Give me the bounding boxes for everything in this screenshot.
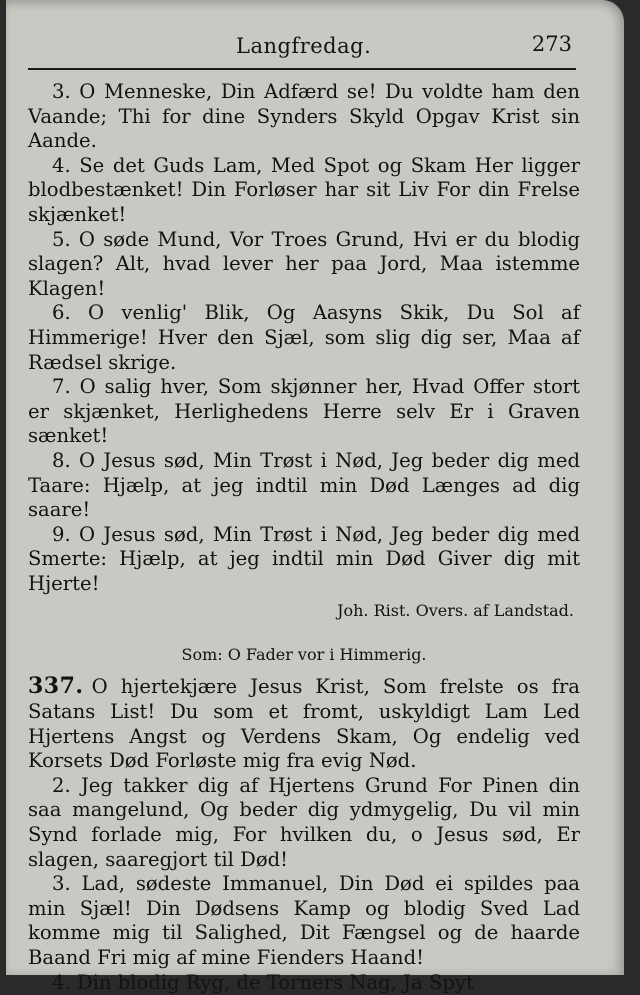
stanza-5: 5. O søde Mund, Vor Troes Grund, Hvi er du blodig slagen? Alt, hvad lever her paa Jord, Maa istemme Klagen! [28, 227, 580, 300]
page-text [28, 80, 580, 995]
hymn-attribution: Joh. Rist. Overs. af Landstad. [337, 601, 574, 621]
running-title: Langfredag. [236, 34, 372, 58]
hymn-337-verse-1 [28, 674, 580, 773]
stanza-6: 6. O venlig' Blik, Og Aasyns Skik, Du Sol af Himmerige! Hver den Sjæl, som slig dig ser, Maa af Rædsel skrige. [28, 301, 580, 374]
hymn-number: 337. [28, 673, 84, 700]
stanza-8: 8. O Jesus sød, Min Trøst i Nød, Jeg beder dig med Taare: Hjælp, at jeg indtil min Død Længes ad dig saare! [28, 448, 580, 522]
hymn-337-verse-2: 2. Jeg takker dig af Hjertens Grund For Pinen din saa mangelund, Og beder dig ydmygelig, Du vil min Synd forlade mig, For hvilken du, o Jesus sød, Er slagen, saaregjort til Død! [28, 773, 580, 871]
stanza-7: 7. O salig hver, Som skjønner her, Hvad Offer stort er skjænket, Herlighedens Herre selv Er i Graven sænket! [28, 375, 580, 448]
hymn-337-verse-3: 3. Lad, sødeste Immanuel, Din Død ei spildes paa min Sjæl! Din Dødsens Kamp og blodig Sved Lad komme mig til Salighed, Dit Fængsel og de haarde Baand Fri mig af mine Fienders Haand! [28, 872, 580, 969]
hymn-first-verse: O hjertekjære Jesus Krist, Som frelste os fra Satans List! Du som et fromt, uskyldigt Lam Led Hjertens Angst og Verdens Skam, Og endelig ved Korsets Død Forløste mig fra evig Nød. [28, 675, 580, 773]
book-page [6, 0, 624, 994]
page-number: 273 [531, 32, 572, 56]
melody-note: Som: O Fader vor i Himmerig. [181, 645, 427, 665]
stanza-9: 9. O Jesus sød, Min Trøst i Nød, Jeg beder dig med Smerte: Hjælp, at jeg indtil min Død Giver dig mit Hjerte! [28, 522, 580, 595]
page-header [28, 28, 576, 70]
stanza-3: 3. O Menneske, Din Adfærd se! Du voldte ham den Vaande; Thi for dine Synders Skyld Opgav Krist sin Aande. [28, 80, 580, 153]
hymn-337-verse-4: 4. Din blodig Ryg, de Torners Nag, Ja Spyt [52, 970, 474, 994]
stanza-4: 4. Se det Guds Lam, Med Spot og Skam Her ligger blodbestænket! Din Forløser har sit Liv For din Frelse skjænket! [28, 153, 580, 226]
